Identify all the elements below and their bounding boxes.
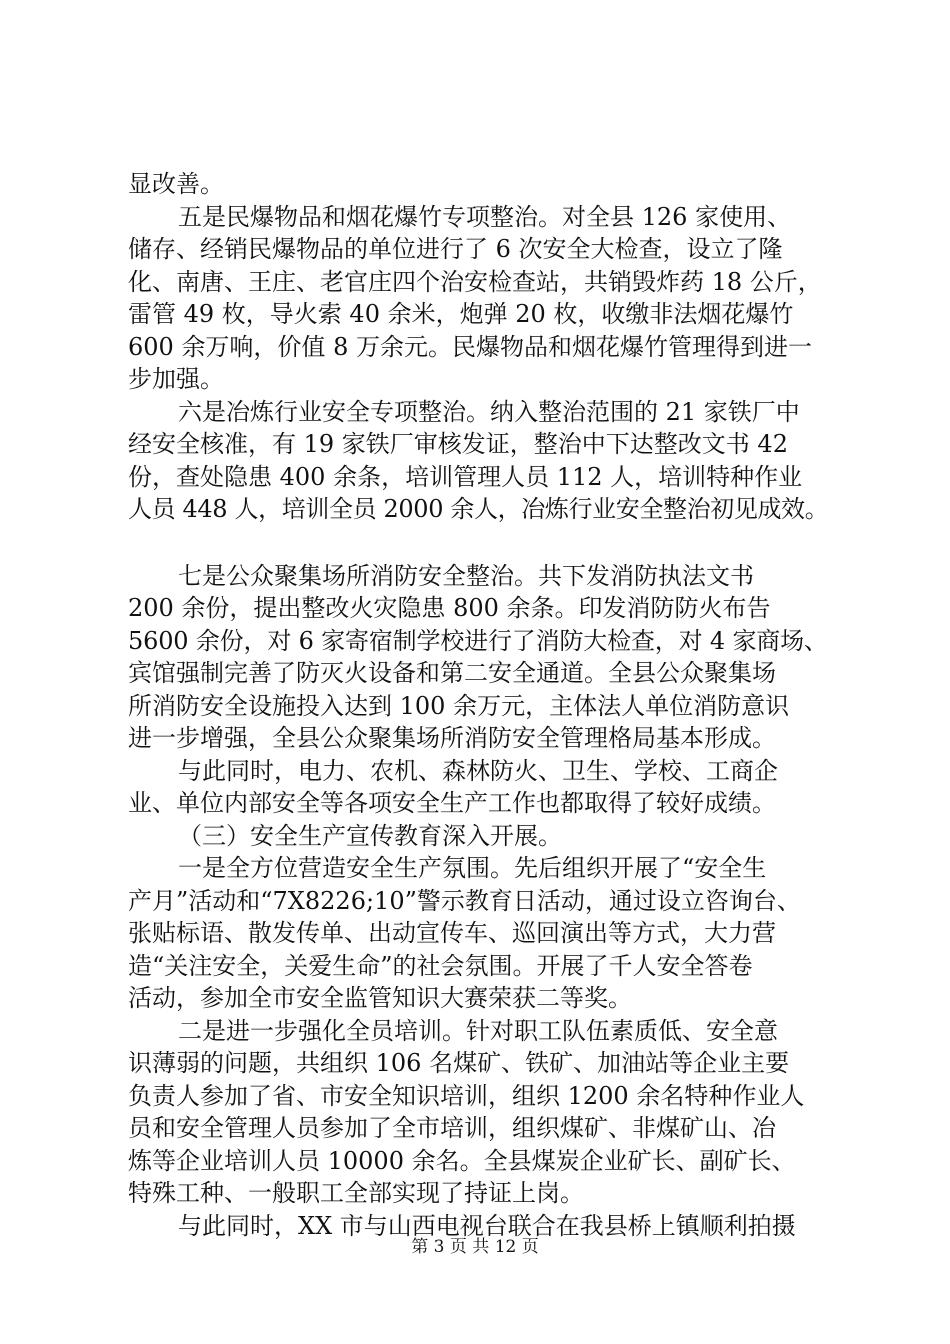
text-line: 雷管 49 枚，导火索 40 余米，炮弹 20 枚，收缴非法烟花爆竹 xyxy=(128,300,794,328)
text-line: 张贴标语、散发传单、出动宣传车、巡回演出等方式，大力营 xyxy=(128,919,776,947)
text-line: 份，查处隐患 400 余条，培训管理人员 112 人，培训特种作业 xyxy=(128,462,803,491)
text-line: 显改善。 xyxy=(128,170,224,198)
text-line: 5600 余份，对 6 家寄宿制学校进行了消防大检查，对 4 家商场、 xyxy=(128,626,828,655)
text-line: 员和安全管理人员参加了全市培训，组织煤矿、非煤矿山、冶 xyxy=(128,1114,776,1142)
text-line: 步加强。 xyxy=(128,365,224,393)
text-line: 与此同时，电力、农机、森林防火、卫生、学校、工商企 xyxy=(178,756,778,785)
text-line: （三）安全生产宣传教育深入开展。 xyxy=(178,821,562,850)
page-footer xyxy=(0,1236,950,1258)
text-line: 识薄弱的问题，共组织 106 名煤矿、铁矿、加油站等企业主要 xyxy=(128,1049,790,1077)
text-line: 负责人参加了省、市安全知识培训，组织 1200 余名特种作业人 xyxy=(128,1081,805,1110)
text-line: 炼等企业培训人员 10000 余名。全县煤炭企业矿长、副矿长、 xyxy=(128,1146,796,1175)
text-line: 与此同时，XX 市与山西电视台联合在我县桥上镇顺利拍摄 xyxy=(178,1211,796,1240)
paragraph-gap xyxy=(128,526,828,560)
text-line: 一是全方位营造安全生产氛围。先后组织开展了“安全生 xyxy=(178,854,767,882)
document-body xyxy=(128,168,828,1242)
text-line: 所消防安全设施投入达到 100 余万元，主体法人单位消防意识 xyxy=(128,691,790,720)
text-line: 化、南唐、王庄、老官庄四个治安检查站，共销毁炸药 18 公斤， xyxy=(128,267,822,296)
text-line: 五是民爆物品和烟花爆竹专项整治。对全县 126 家使用、 xyxy=(178,202,792,231)
text-line: 七是公众聚集场所消防安全整治。共下发消防执法文书 xyxy=(178,561,754,590)
text-line: 六是冶炼行业安全专项整治。纳入整治范围的 21 家铁厂中 xyxy=(178,397,800,426)
text-line: 二是进一步强化全员培训。针对职工队伍素质低、安全意 xyxy=(178,1016,778,1045)
text-line: 600 余万响，价值 8 万余元。民爆物品和烟花爆竹管理得到进一 xyxy=(128,332,812,361)
text-line: 活动，参加全市安全监管知识大赛荣获二等奖。 xyxy=(128,984,632,1012)
text-line: 储存、经销民爆物品的单位进行了 6 次安全大检查，设立了隆 xyxy=(128,235,783,263)
text-line: 产月”活动和“7X8226;10”警示教育日活动，通过设立咨询台、 xyxy=(128,886,801,915)
text-line: 业、单位内部安全等各项安全生产工作也都取得了较好成绩。 xyxy=(128,789,776,817)
text-line: 200 余份，提出整改火灾隐患 800 余条。印发消防防火布告 xyxy=(128,594,771,622)
text-line: 经安全核准，有 19 家铁厂审核发证，整治中下达整改文书 42 xyxy=(128,430,788,458)
text-line: 人员 448 人，培训全员 2000 余人，冶炼行业安全整治初见成效。 xyxy=(128,495,829,523)
text-line: 特殊工种、一般职工全部实现了持证上岗。 xyxy=(128,1179,584,1207)
text-line: 进一步增强，全县公众聚集场所消防安全管理格局基本形成。 xyxy=(128,724,776,752)
page-number: 第 3 页 共 12 页 xyxy=(411,1237,539,1257)
text-line: 宾馆强制完善了防灭火设备和第二安全通道。全县公众聚集场 xyxy=(128,659,776,687)
text-line: 造“关注安全，关爱生命”的社会氛围。开展了千人安全答卷 xyxy=(128,951,753,980)
